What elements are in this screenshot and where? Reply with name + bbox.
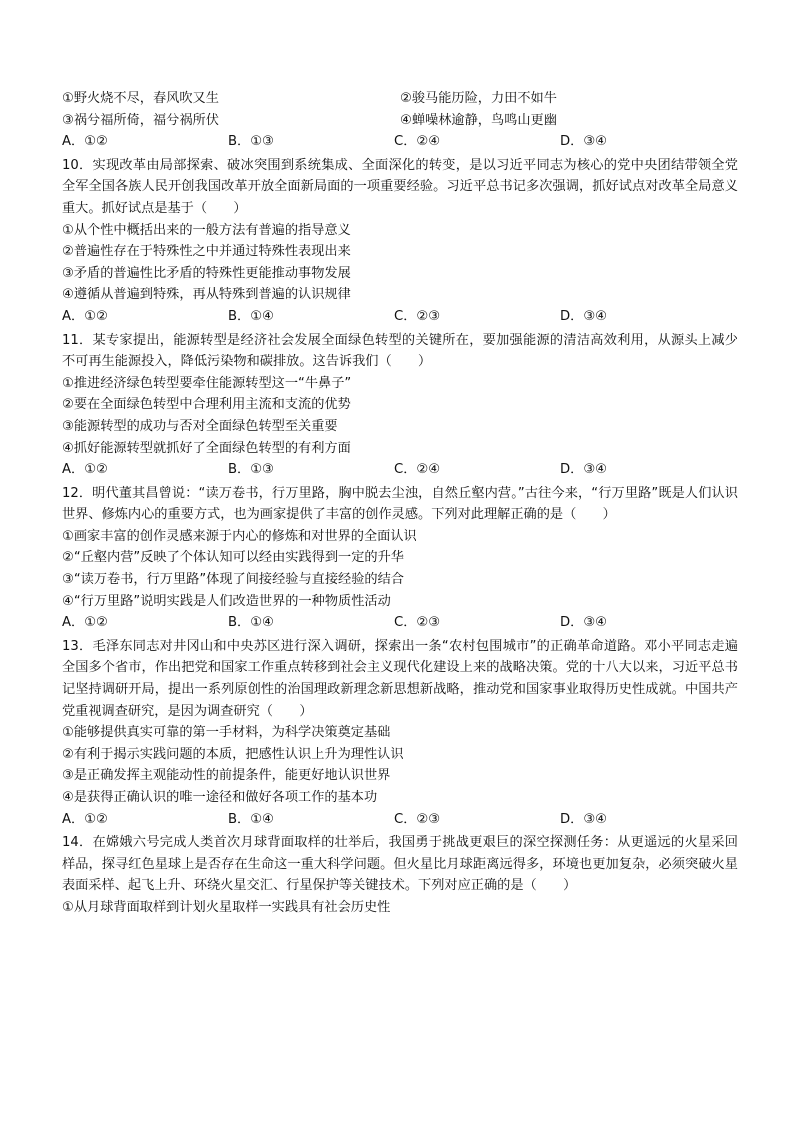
option-d: D．③④ <box>560 615 607 631</box>
q11-options <box>62 459 738 481</box>
option-d: D．③④ <box>560 462 607 478</box>
q12-item-4: ④“行万里路”说明实践是人们改造世界的一种物质性活动 <box>62 593 391 609</box>
q14-stem: 14．在嫦娥六号完成人类首次月球背面取样的壮举后，我国勇于挑战更艰巨的深空探测任务：从更遥远的火星采回样品，探寻红色星球上是否存在生命这一重大科学问题。但火星比月球距离远得多，环境也更加复杂，必须突破火星表面采样、起飞上升、环绕火星交汇、行星保护等关键技术。下列对应正确的是（ ） <box>62 835 738 894</box>
option-a: A．①② <box>62 308 108 324</box>
q10-item-2: ②普遍性存在于特殊性之中并通过特殊性表现出来 <box>62 244 351 260</box>
option-d: D．③④ <box>560 811 607 827</box>
option-a: A．①② <box>62 462 108 478</box>
exam-page <box>62 88 738 919</box>
option-c: C．②③ <box>394 615 441 631</box>
q11-stem: 11．某专家提出，能源转型是经济社会发展全面绿色转型的关键所在，要加强能源的清洁高效利用，从源头上减少不可再生能源投入，降低污染物和碳排放。这告诉我们（ ） <box>62 332 738 370</box>
option-a: A．①② <box>62 811 108 827</box>
q11-item-3: ③能源转型的成功与否对全面绿色转型至关重要 <box>62 418 338 434</box>
q9-items-row2 <box>62 110 738 132</box>
option-b: B．①④ <box>228 811 274 827</box>
option-c: C．②④ <box>394 134 441 150</box>
q13-stem: 13．毛泽东同志对井冈山和中央苏区进行深入调研，探索出一条“农村包围城市”的正确革命道路。邓小平同志走遍全国多个省市，作出把党和国家工作重点转移到社会主义现代化建设上来的战略决策。党的十八大以来，习近平总书记坚持调研开局，提出一系列原创性的治国理政新理念新思想新战略，推动党和国家事业取得历史性成就。中国共产党重视调查研究，是因为调查研究（ ） <box>62 638 738 719</box>
option-d: D．③④ <box>560 308 607 324</box>
option-c: C．②③ <box>394 308 441 324</box>
q9-item-1: ①野火烧不尽，春风吹又生 <box>62 91 219 106</box>
q11-item-2: ②要在全面绿色转型中合理利用主流和支流的优势 <box>62 397 351 413</box>
option-b: B．①④ <box>228 615 274 631</box>
q9-item-3: ③祸兮福所倚，福兮祸所伏 <box>62 112 219 128</box>
q13-item-1: ①能够提供真实可靠的第一手材料，为科学决策奠定基础 <box>62 725 391 741</box>
q9-item-4: ④蝉噪林逾静，鸟鸣山更幽 <box>400 112 557 128</box>
q12-options <box>62 612 738 634</box>
option-b: B．①③ <box>228 462 274 478</box>
q10-stem: 10．实现改革由局部探索、破冰突围到系统集成、全面深化的转变，是以习近平同志为核心的党中央团结带领全党全军全国各族人民开创我国改革开放全面新局面的一项重要经验。习近平总书记多次强调，抓好试点对改革全局意义重大。抓好试点是基于（ ） <box>62 157 738 216</box>
q9-options <box>62 131 738 153</box>
q12-item-1: ①画家丰富的创作灵感来源于内心的修炼和对世界的全面认识 <box>62 528 417 544</box>
q10-item-4: ④遵循从普遍到特殊，再从特殊到普遍的认识规律 <box>62 287 351 303</box>
option-a: A．①② <box>62 134 108 150</box>
q13-options <box>62 809 738 831</box>
q13-item-2: ②有利于揭示实践问题的本质，把感性认识上升为理性认识 <box>62 746 404 762</box>
q11-item-4: ④抓好能源转型就抓好了全面绿色转型的有利方面 <box>62 440 351 456</box>
q9-item-2: ②骏马能历险，力田不如牛 <box>400 91 557 106</box>
q10-options <box>62 306 738 328</box>
option-c: C．②④ <box>394 462 441 478</box>
q13-item-4: ④是获得正确认识的唯一途径和做好各项工作的基本功 <box>62 790 378 805</box>
q11-item-1: ①推进经济绿色转型要牵住能源转型这一“牛鼻子” <box>62 375 352 391</box>
option-c: C．②③ <box>394 811 441 827</box>
q12-item-2: ②“丘壑内营”反映了个体认知可以经由实践得到一定的升华 <box>62 550 404 566</box>
q14-item-1: ①从月球背面取样到计划火星取样一实践具有社会历史性 <box>62 899 391 915</box>
option-d: D．③④ <box>560 134 607 150</box>
option-a: A．①② <box>62 615 108 631</box>
q10-item-3: ③矛盾的普遍性比矛盾的特殊性更能推动事物发展 <box>62 265 351 281</box>
option-b: B．①③ <box>228 134 274 150</box>
q12-item-3: ③“读万卷书，行万里路”体现了间接经验与直接经验的结合 <box>62 572 404 588</box>
option-b: B．①④ <box>228 308 274 324</box>
q10-item-1: ①从个性中概括出来的一般方法有普遍的指导意义 <box>62 222 351 238</box>
q9-items-row1 <box>62 88 738 110</box>
q12-stem: 12．明代董其昌曾说：“读万卷书，行万里路，胸中脱去尘浊，自然丘壑内营。”古往今来，“行万里路”既是人们认识世界、修炼内心的重要方式，也为画家提供了丰富的创作灵感。下列对此理解正确的是（ ） <box>62 485 738 523</box>
q13-item-3: ③是正确发挥主观能动性的前提条件，能更好地认识世界 <box>62 768 391 784</box>
